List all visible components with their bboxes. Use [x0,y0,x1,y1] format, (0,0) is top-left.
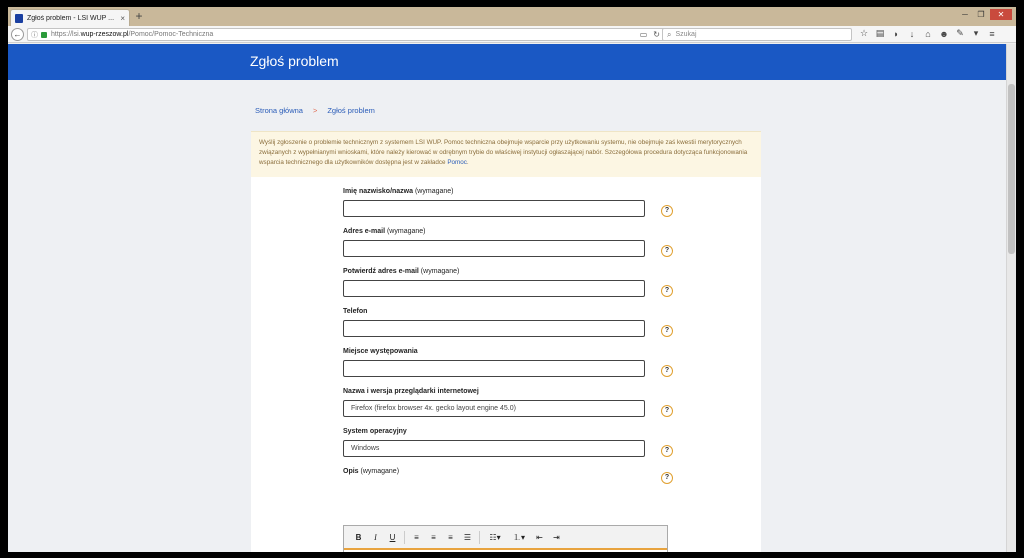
url-bar[interactable] [27,28,667,41]
editor-toolbar [344,526,667,550]
search-bar[interactable] [662,28,852,41]
new-tab-button[interactable]: + [135,9,143,23]
chat-icon[interactable]: ☻ [939,28,949,39]
help-icon[interactable]: ? [661,365,673,377]
tab-title: Zgłoś problem - LSI WUP ... [27,14,115,22]
breadcrumb [255,106,375,115]
help-icon[interactable]: ? [661,445,673,457]
toolbar-separator [404,531,405,544]
help-icon[interactable]: ? [661,245,673,257]
browser-version-input[interactable]: Firefox (firefox browser 4x. gecko layout engine 45.0) [343,400,645,417]
indent-icon[interactable]: ⇥ [553,532,560,542]
location-label: Miejsce występowania [343,348,418,355]
location-input[interactable] [343,360,645,377]
phone-input[interactable] [343,320,645,337]
help-link[interactable]: Pomoc [447,159,467,166]
name-input[interactable] [343,200,645,217]
confirm-email-field [343,268,673,297]
toolbar-separator [479,531,480,544]
os-input[interactable]: Windows [343,440,645,457]
browser-window [8,7,1016,552]
email-field [343,228,673,257]
browser-tab[interactable] [10,9,130,26]
description-field [343,468,673,479]
location-field [343,348,673,377]
overflow-chevron-icon[interactable]: ▾ [973,28,979,38]
description-label: Opis (wymagane) [343,468,400,475]
phone-label: Telefon [343,308,368,315]
align-left-icon[interactable]: ≡ [414,532,419,542]
help-icon[interactable]: ? [661,472,673,484]
menu-icon[interactable]: ≡ [989,28,995,39]
search-icon: ⌕ [667,29,672,39]
page-title: Zgłoś problem [250,53,339,69]
phone-field [343,308,673,337]
italic-button[interactable]: I [374,532,377,542]
reader-view-icon[interactable]: ▭ [639,30,648,39]
align-right-icon[interactable]: ≡ [448,532,453,542]
favicon-icon [15,14,23,23]
align-justify-icon[interactable]: ☰ [463,532,472,542]
library-icon[interactable]: ▤ [875,28,885,38]
bookmark-star-icon[interactable]: ☆ [859,28,869,38]
page-content [8,44,1006,552]
bullet-list-icon[interactable]: ☷▾ [489,532,501,542]
scrollbar-thumb[interactable] [1008,84,1015,254]
window-controls [956,9,1012,20]
navigation-bar [8,26,1016,43]
email-label: Adres e-mail (wymagane) [343,228,426,235]
problem-form [251,177,761,552]
confirm-email-input[interactable] [343,280,645,297]
os-field [343,428,673,457]
help-icon[interactable]: ? [661,325,673,337]
email-input[interactable] [343,240,645,257]
download-icon[interactable]: ↓ [909,28,915,39]
help-icon[interactable]: ? [661,205,673,217]
home-icon[interactable]: ⌂ [925,28,931,39]
extension-icon[interactable]: ✎ [956,28,964,38]
page-header [8,44,1006,80]
maximize-icon[interactable]: ❐ [977,10,985,19]
close-window-icon[interactable]: ✕ [990,9,1012,20]
minimize-icon[interactable]: ─ [962,10,968,19]
os-label: System operacyjny [343,428,407,435]
back-button[interactable]: ← [11,28,24,41]
description-editor[interactable] [343,525,668,552]
outdent-icon[interactable]: ⇤ [536,532,543,542]
align-center-icon[interactable]: ≡ [431,532,436,542]
browser-version-field [343,388,673,417]
url-text: https://lsi.wup-rzeszow.pl/Pomoc/Pomoc-Techniczna [51,31,214,38]
breadcrumb-current[interactable]: Zgłoś problem [327,106,375,115]
pocket-icon[interactable]: ◗ [893,28,899,39]
help-icon[interactable]: ? [661,285,673,297]
info-icon[interactable]: ⓘ [31,31,38,39]
lock-icon [41,32,47,38]
name-field [343,188,673,217]
bold-button[interactable]: B [355,532,362,542]
notice-text: Wyślij zgłoszenie o problemie technicznym z systemem LSI WUP. Pomoc techniczna obejmuje wsparcie przy użytkowaniu systemu, nie obejmuje zaś kwestii merytorycznych związanych z wypełnianymi wnioskami, które należy kierować w odrębnym trybie do właściwej instytucji ogłaszającej nabór. Szczegółowa procedura dotycząca funkcjonowania wsparcia technicznego dla użytkowników dostępna jest w zakładce [259,139,748,166]
help-icon[interactable]: ? [661,405,673,417]
name-label: Imię nazwisko/nazwa (wymagane) [343,188,454,195]
page-scrollbar[interactable] [1006,44,1016,552]
info-notice: Wyślij zgłoszenie o problemie technicznym z systemem LSI WUP. Pomoc techniczna obejmuje wsparcie przy użytkowaniu systemu, nie obejmuje zaś kwestii merytorycznych związanych z wypełnianymi wnioskami, które należy kierować w odrębnym trybie do właściwej instytucji ogłaszającej nabór. Szczegółowa procedura dotycząca funkcjonowania wsparcia technicznego dla użytkowników dostępna jest w zakładce Pomoc. [251,131,761,177]
reload-icon[interactable]: ↻ [653,30,660,39]
search-placeholder: Szukaj [675,31,697,38]
breadcrumb-separator: > [312,106,318,115]
browser-toolbar [856,28,1000,39]
browser-version-label: Nazwa i wersja przeglądarki internetowej [343,388,479,395]
close-tab-icon[interactable]: × [120,13,125,23]
underline-button[interactable]: U [389,532,396,542]
numbered-list-icon[interactable]: ⒈▾ [512,532,525,542]
breadcrumb-home-link[interactable]: Strona główna [255,106,303,115]
confirm-email-label: Potwierdź adres e-mail (wymagane) [343,268,460,275]
tab-strip [8,7,1016,26]
